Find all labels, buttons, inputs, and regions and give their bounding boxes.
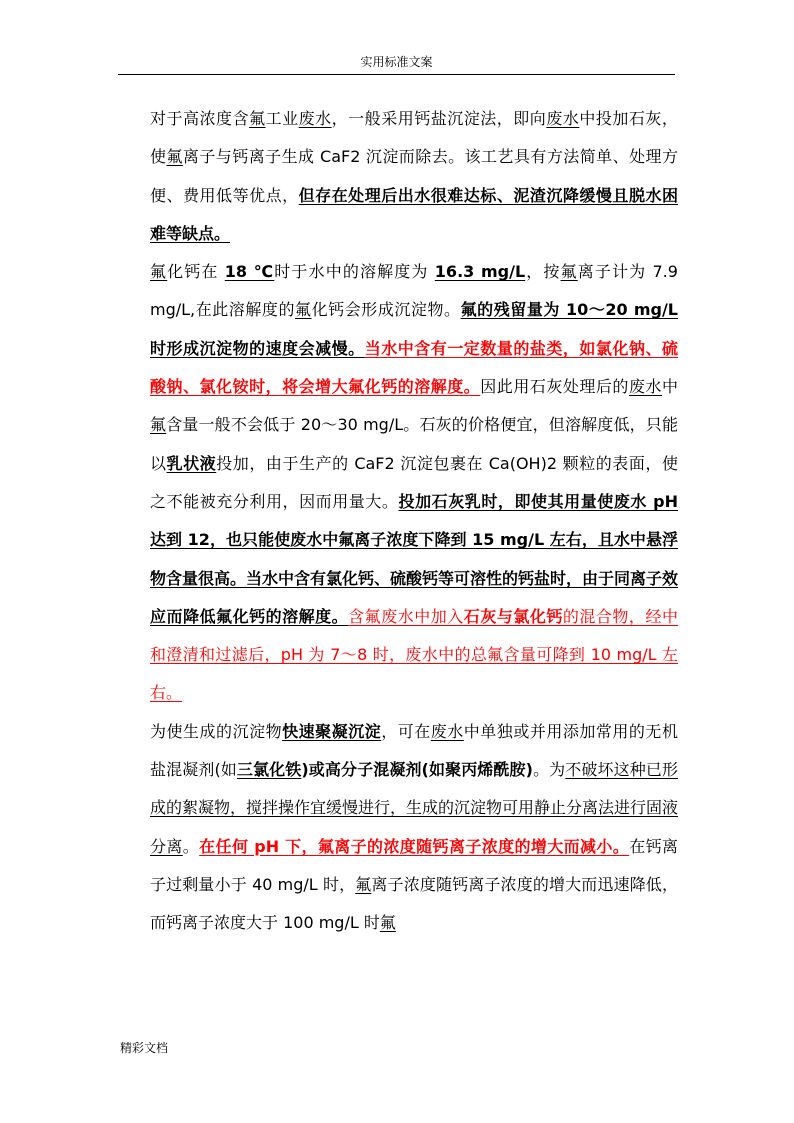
- red-note: 含氟废水中加入: [348, 606, 464, 626]
- bold-emphasis: 氟的残留量为 10～20 mg/L 时形成沉淀物的速度会减慢。: [150, 300, 678, 358]
- red-note: 的混合物，经中和澄清和过滤后，pH 为 7～8 时，废水中的总氟含量可降到 10 mg/L 左右。: [150, 606, 678, 703]
- term-link: 氟: [355, 874, 372, 894]
- term-link: 废水: [298, 109, 332, 128]
- text-span: 。为: [532, 760, 566, 780]
- text-span: 。: [182, 836, 200, 856]
- text-span: 中单独或并用添加常用的无机盐混凝剂(如: [150, 721, 678, 780]
- bold-emphasis: 16.3 mg/L: [434, 262, 526, 282]
- term-link: 废水: [430, 721, 464, 741]
- red-emphasis: 在任何 pH 下，氟离子的浓度随钙离子浓度的增大而减小。: [199, 836, 630, 856]
- paragraph-2: [120, 253, 678, 713]
- red-emphasis: 当水中含有一定数量的盐类，如氯化钠、硫酸钠、氯化铵时，将会增大氟化钙的溶解度。: [150, 338, 678, 397]
- paragraph-1: [120, 100, 678, 253]
- text-span: 工业: [265, 109, 299, 128]
- text-span: 对于高浓度含: [150, 109, 250, 128]
- bold-text: )或高分子混凝剂(如聚丙烯酰胺): [301, 760, 533, 780]
- bold-emphasis: 18 ℃: [224, 262, 275, 282]
- text-span: 离子计为 7.9 mg/L,在此溶解度的: [150, 262, 678, 320]
- text-span: 离子与钙离子生成 CaF2 沉淀而除去。该工艺具有方法简单、处理方便、费用低等优点，: [150, 147, 678, 205]
- text-span: 中: [661, 377, 678, 397]
- term-link: 氟: [249, 109, 266, 128]
- term-link: 氟: [166, 147, 183, 167]
- bold-emphasis: 投加石灰乳时，即使其用量使废水 pH 达到 12，也只能使废水中氟离子浓度下降到 15 mg/L 左右，且水中悬浮物含量很高。当水中含有氯化钙、硫酸钙等可溶性的钙盐时，由于同离子效应而降低氟化钙的溶解度。: [150, 491, 679, 626]
- text-span: 中投加石灰，使: [150, 109, 678, 167]
- document-body: [120, 100, 678, 943]
- text-span: ，可在: [381, 721, 431, 741]
- text-span: ，一般采用钙盐沉淀法，即向: [331, 109, 547, 128]
- red-emphasis: 石灰与氯化钙: [463, 606, 563, 626]
- text-span: 含量一般不会低于 20～30 mg/L。石灰的价格便宜，但溶解度低，只能以: [150, 415, 678, 473]
- bold-emphasis: 但存在处理后出水很难达标、泥渣沉降缓慢且脱水困难等缺点。: [150, 185, 678, 243]
- header-rule: [118, 74, 675, 75]
- text-span: 时于水中的溶解度为: [274, 262, 435, 282]
- text-span: 化钙在: [167, 262, 225, 282]
- bold-emphasis: 快速聚凝沉淀: [282, 721, 382, 741]
- term-link: 废水: [628, 377, 662, 397]
- bold-emphasis: 乳状液: [166, 453, 217, 473]
- page-header: 实用标准文案: [360, 55, 433, 69]
- text-span: 化钙会形成沉淀物。: [311, 300, 461, 320]
- bold-emphasis: 三氯化铁: [236, 760, 302, 780]
- text-span: 因此用石灰处理后的: [480, 377, 629, 397]
- text-span: ，按: [525, 262, 561, 282]
- term-link: 氟: [150, 415, 167, 435]
- text-span: 为使生成的沉淀物: [150, 721, 283, 741]
- term-link: 氟: [295, 300, 312, 320]
- text-span: 离子浓度随钙离子浓度的增大而迅速降低，而钙离子浓度大于 100 mg/L 时: [150, 874, 678, 933]
- term-link: 废水: [546, 109, 580, 128]
- term-link: 氟: [150, 262, 168, 282]
- paragraph-3: [120, 713, 678, 943]
- underlined-text: 不破坏这种已形成的絮凝物，搅拌操作宜缓慢进行，生成的沉淀物可用静止分离法进行固液分离: [150, 760, 679, 856]
- text-span: 投加，由于生产的 CaF2 沉淀包裹在 Ca(OH)2 颗粒的表面，使之不能被充分利用，因而用量大。: [150, 453, 678, 511]
- page-footer: 精彩文档: [120, 1041, 169, 1055]
- term-link: 氟: [379, 913, 396, 933]
- text-span: 在钙离子过剩量小于 40 mg/L 时，: [150, 836, 678, 894]
- term-link: 氟: [560, 262, 578, 282]
